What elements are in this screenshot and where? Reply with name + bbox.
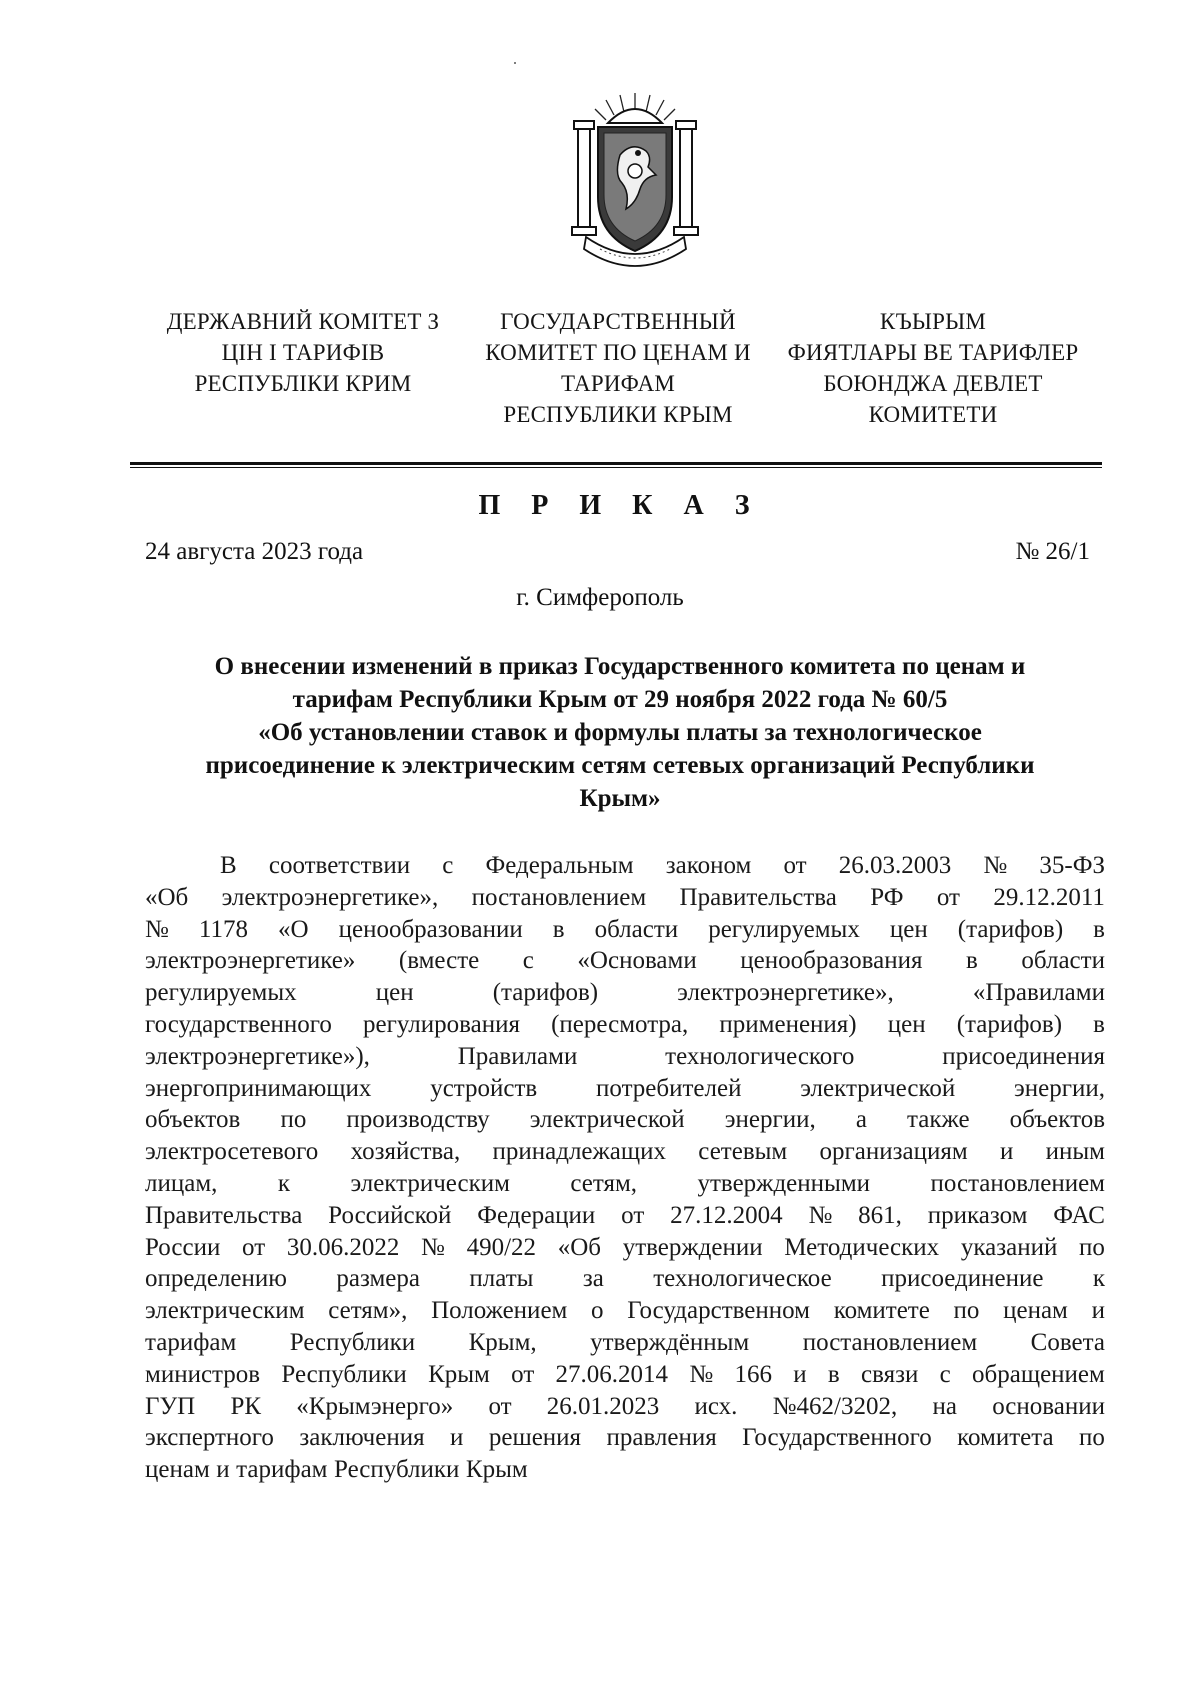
header-ukrainian: [153, 306, 453, 399]
body-line: Правительства Российской Федерации от 27.12.2004 № 861, приказом ФАС: [145, 1201, 1105, 1229]
body-line: ценам и тарифам Республики Крым: [145, 1456, 528, 1484]
subject-line: тарифам Республики Крым от 29 ноября 2022 года № 60/5: [292, 686, 948, 713]
body-line: электросетевого хозяйства, принадлежащих сетевым организациям и иным: [145, 1138, 1105, 1166]
header-ua-line: ДЕРЖАВНИЙ КОМІТЕТ З: [166, 309, 440, 334]
subject-line: О внесении изменений в приказ Государственного комитета по ценам и: [214, 653, 1026, 680]
body-line: тарифам Республики Крым, утверждённым постановлением Совета: [145, 1328, 1105, 1356]
body-line: регулируемых цен (тарифов) электроэнергетике», «Правилами: [145, 979, 1105, 1007]
subject-line: присоединение к электрическим сетям сетевых организаций Республики: [205, 752, 1035, 779]
body-line: России от 30.06.2022 № 490/22 «Об утверждении Методических указаний по: [145, 1233, 1105, 1261]
body-line: ГУП РК «Крымэнерго» от 26.01.2023 исх. №462/3202, на основании: [145, 1392, 1105, 1420]
header-divider: [130, 462, 1102, 465]
body-line: электроэнергетике»), Правилами технологического присоединения: [145, 1042, 1105, 1070]
header-ru-line: КОМИТЕТ ПО ЦЕНАМ И: [485, 340, 751, 365]
body-line: государственного регулирования (пересмотра, применения) цен (тарифов) в: [145, 1010, 1105, 1038]
subject-line: Крым»: [579, 785, 661, 812]
body-line: определению размера платы за технологическое присоединение к: [145, 1265, 1105, 1293]
scan-speck: [514, 62, 516, 64]
header-crh-line: КОМИТЕТИ: [868, 402, 998, 427]
body-line: «Об электроэнергетике», постановлением Правительства РФ от 29.12.2011: [145, 883, 1105, 911]
header-ru-line: РЕСПУБЛИКИ КРЫМ: [503, 402, 733, 427]
body-line: энергопринимающих устройств потребителей электрической энергии,: [145, 1074, 1105, 1102]
issuer-header: [118, 306, 1102, 431]
header-crimean-tatar: [778, 306, 1088, 430]
body-line: объектов по производству электрической энергии, а также объектов: [145, 1106, 1105, 1134]
header-russian: [463, 306, 773, 430]
body-line: № 1178 «О ценообразовании в области регулируемых цен (тарифов) в: [145, 915, 1105, 943]
body-line: экспертного заключения и решения правления Государственного комитета по: [145, 1424, 1105, 1452]
header-ru-line: ТАРИФАМ: [560, 371, 676, 396]
header-divider-thin: [130, 467, 1102, 468]
document-city: г. Симферополь: [516, 584, 684, 611]
document-number: № 26/1: [1015, 538, 1090, 565]
document-body-paragraph: [145, 850, 1105, 1486]
header-crh-line: ФИЯТЛАРЫ ВЕ ТАРИФЛЕР: [787, 340, 1079, 365]
header-ru-line: ГОСУДАРСТВЕННЫЙ: [500, 309, 736, 334]
body-line: лицам, к электрическим сетям, утвержденными постановлением: [145, 1169, 1105, 1197]
body-line: министров Республики Крым от 27.06.2014 № 166 и в связи с обращением: [145, 1360, 1105, 1388]
document-date: 24 августа 2023 года: [145, 538, 364, 565]
body-line: электрическим сетям», Положением о Государственном комитете по ценам и: [145, 1297, 1105, 1325]
document-subject: [140, 650, 1100, 815]
header-ua-line: ЦІН І ТАРИФІВ: [221, 340, 385, 365]
header-crh-line: БОЮНДЖА ДЕВЛЕТ: [823, 371, 1043, 396]
body-line: электроэнергетике» (вместе с «Основами ценообразования в области: [145, 947, 1105, 975]
header-crh-line: КЪЫРЫМ: [879, 309, 987, 334]
body-line: В соответствии с Федеральным законом от 26.03.2003 № 35-ФЗ: [220, 852, 1105, 879]
document-title: П Р И К А З: [478, 490, 762, 521]
crimea-coat-of-arms-emblem: [560, 85, 710, 275]
subject-line: «Об установлении ставок и формулы платы за технологическое: [258, 719, 982, 746]
header-ua-line: РЕСПУБЛІКИ КРИМ: [194, 371, 412, 396]
